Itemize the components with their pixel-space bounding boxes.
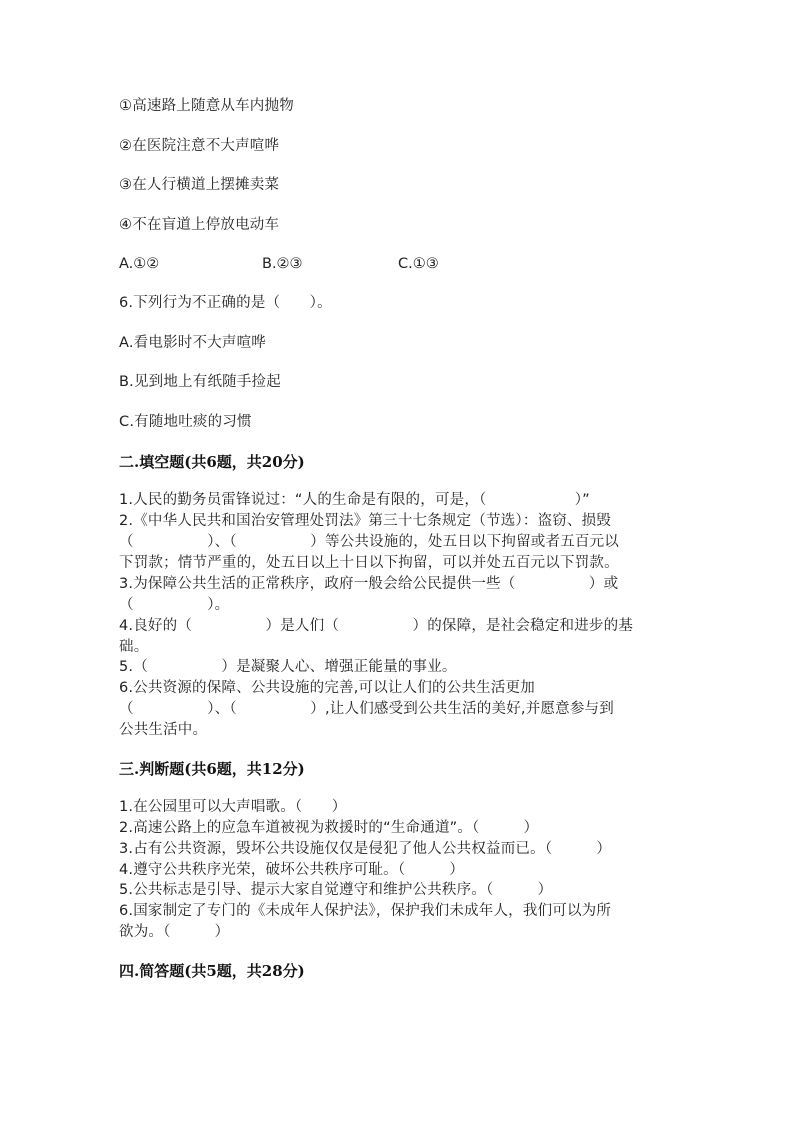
q6-stem: 6.下列行为不正确的是（ ）。 <box>119 295 332 311</box>
section2-line: （ ）、（ ）,让人们感受到公共生活的美好,并愿意参与到 <box>119 701 614 717</box>
section2-line: 公共生活中。 <box>119 722 208 738</box>
section2-line: 下罚款；情节严重的，处五日以上十日以下拘留，可以并处五百元以下罚款。 <box>119 555 619 571</box>
section2-line: 5.（ ）是凝聚人心、增强正能量的事业。 <box>119 659 457 675</box>
section3-heading: 三.判断题(共6题，共12分) <box>119 760 305 778</box>
section2-line: （ ）。 <box>119 597 230 613</box>
q5-option-a: A.①② <box>119 256 160 272</box>
section3-line: 6.国家制定了专门的《未成年人保护法》，保护我们未成年人，我们可以为所 <box>119 903 612 919</box>
q6-option-b: B.见到地上有纸随手捡起 <box>119 374 281 390</box>
section3-line: 2.高速公路上的应急车道被视为救援时的“生命通道”。（ ） <box>119 820 539 836</box>
q5-item-3: ③在人行横道上摆摊卖菜 <box>119 177 280 193</box>
q5-option-b: B.②③ <box>262 256 303 272</box>
section3-line: 3.占有公共资源，毁坏公共设施仅仅是侵犯了他人公共权益而已。（ ） <box>119 841 612 857</box>
section2-line: 3.为保障公共生活的正常秩序，政府一般会给公民提供一些（ ）或 <box>119 576 619 592</box>
q5-item-4: ④不在盲道上停放电动车 <box>119 217 280 233</box>
section2-line: 础。 <box>119 639 149 655</box>
q5-item-2: ②在医院注意不大声喧哗 <box>119 138 280 154</box>
section4-heading: 四.简答题(共5题，共28分) <box>119 962 305 980</box>
section3-line: 4.遵守公共秩序光荣，破坏公共秩序可耻。（ ） <box>119 862 465 878</box>
section3-line: 欲为。（ ） <box>119 924 230 940</box>
section3-line: 5.公共标志是引导、提示大家自觉遵守和维护公共秩序。（ ） <box>119 882 553 898</box>
q5-item-1: ①高速路上随意从车内抛物 <box>119 98 294 114</box>
q5-option-c: C.①③ <box>398 256 439 272</box>
section2-line: 2.《中华人民共和国治安管理处罚法》第三十七条规定（节选）：盗窃、损毁 <box>119 513 612 529</box>
section2-line: （ ）、（ ）等公共设施的，处五日以下拘留或者五百元以 <box>119 534 619 550</box>
section2-line: 1.人民的勤务员雷锋说过：“人的生命是有限的，可是，（ ）” <box>119 492 590 508</box>
section2-line: 4.良好的（ ）是人们（ ）的保障，是社会稳定和进步的基 <box>119 618 634 634</box>
section3-line: 1.在公园里可以大声唱歌。（ ） <box>119 799 347 815</box>
q6-option-c: C.有随地吐痰的习惯 <box>119 414 252 430</box>
q6-option-a: A.看电影时不大声喧哗 <box>119 335 266 351</box>
section2-heading: 二.填空题(共6题，共20分) <box>119 453 305 471</box>
section2-line: 6.公共资源的保障、公共设施的完善,可以让人们的公共生活更加 <box>119 680 535 696</box>
